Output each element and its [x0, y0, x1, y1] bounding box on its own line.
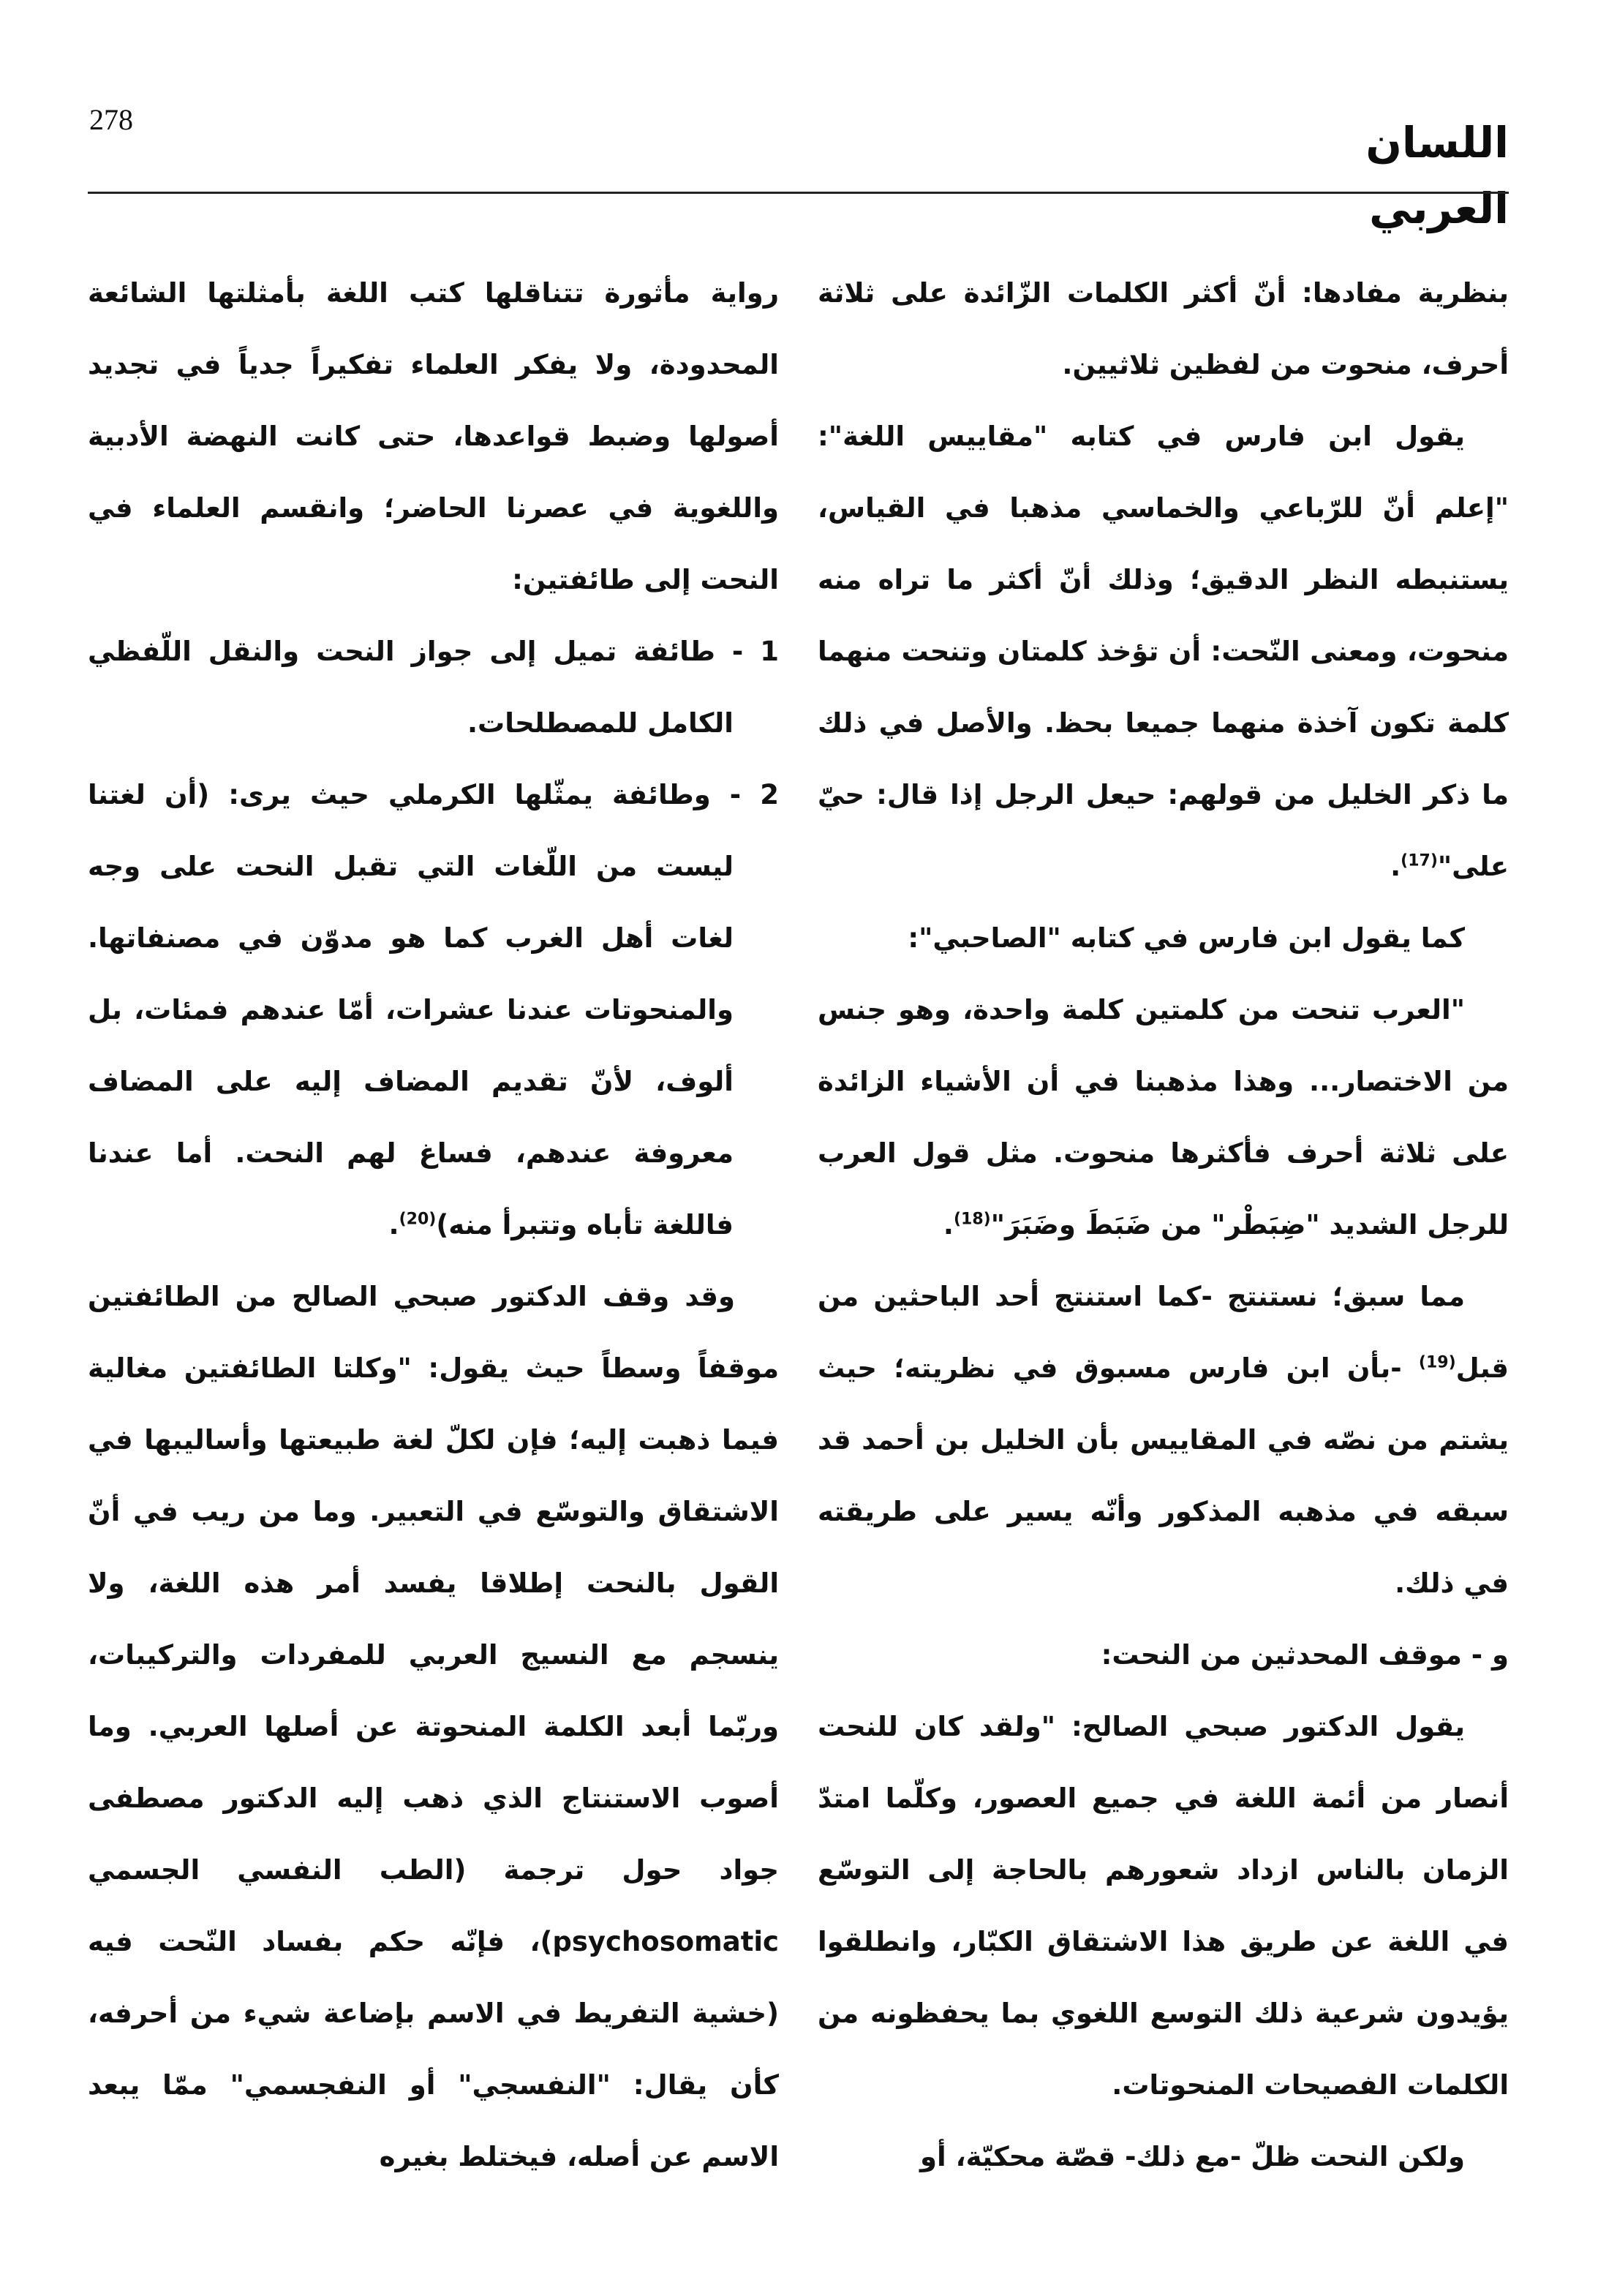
- paragraph-text: -بأن ابن فارس مسبوق في نظريته؛ حيث يشتم من نصّه في المقاييس بأن الخليل بن أحمد قد سبقه في مذهبه المذكور وأنّه يسير على طريقته في ذلك.: [818, 1352, 1509, 1599]
- left-column: [88, 257, 779, 2193]
- paragraph-text: مما سبق؛ نستنتج -كما استنتج أحد الباحثين من قبل: [818, 1281, 1509, 1384]
- paragraph: بنظرية مفادها: أنّ أكثر الكلمات الزّائدة على ثلاثة أحرف، منحوت من لفظين ثلاثيين.: [818, 277, 1509, 380]
- paragraph: رواية مأثورة تتناقلها كتب اللغة بأمثلتها الشائعة المحدودة، ولا يفكر العلماء تفكيراً جدياً في تجديد أصولها وضبط قواعدها، حتى كانت النهضة الأدبية واللغوية في عصرنا الحاضر؛ وانقسم العلماء في النحت إلى طائفتين:: [88, 277, 779, 595]
- paragraph: يقول ابن فارس في كتابه "مقاييس اللغة": "إعلم أنّ للرّباعي والخماسي مذهبا في القياس، يستنبطه النظر الدقيق؛ وذلك أنّ أكثر ما تراه منه منحوت، ومعنى النّحت: أن تؤخذ كلمتان وتنحت منهما كلمة تكون آخذة منهما جميعا بحظ. والأصل في ذلك ما ذكر الخليل من قولهم: حيعل الرجل إذا قال: حيّ على"$^{(17)}$.: [818, 421, 1509, 882]
- paragraph: [818, 1261, 1509, 1619]
- quotation: "العرب تنحت من كلمتين كلمة واحدة، وهو جنس من الاختصار... وهذا مذهبنا في أن الأشياء الزائدة على ثلاثة أحرف فأكثرها منحوت. مثل قول العرب للرجل الشديد "ضِبَطْر" من ضَبَطَ وضَبَرَ"$^{(18)}$.: [818, 994, 1509, 1241]
- footnote-ref: (17): [1401, 851, 1438, 870]
- list-item: 1 - طائفة تميل إلى جواز النحت والنقل اللّفظي الكامل للمصطلحات.: [88, 636, 779, 739]
- list-item-text: 2 - وطائفة يمثّلها الكرملي حيث يرى: (أن لغتنا ليست من اللّغات التي تقبل النحت على وجه لغات أهل الغرب كما هو مدوّن في مصنفاتها. والمنحوتات عندنا عشرات، أمّا عندهم فمئات، بل ألوف، لأنّ تقديم المضاف إليه على المضاف معروفة عندهم، فساغ لهم النحت. أما عندنا فاللغة تأباه وتتبرأ منه): [88, 779, 779, 1241]
- quotation-text: "العرب تنحت من كلمتين كلمة واحدة، وهو جنس من الاختصار... وهذا مذهبنا في أن الأشياء الزائدة على ثلاثة أحرف فأكثرها منحوت. مثل قول العرب للرجل الشديد "ضِبَطْر" من ضَبَطَ وضَبَرَ": [818, 994, 1509, 1241]
- paragraph: ولكن النحت ظلّ -مع ذلك- قصّة محكيّة، أو: [920, 2141, 1465, 2172]
- paragraph: كما يقول ابن فارس في كتابه "الصاحبي":: [908, 922, 1465, 954]
- paragraph: وقد وقف الدكتور صبحي الصالح من الطائفتين موقفاً وسطاً حيث يقول: "وكلتا الطائفتين مغالية فيما ذهبت إليه؛ فإن لكلّ لغة طبيعتها وأساليبها في الاشتقاق والتوسّع في التعبير. وما من ريب في أنّ القول بالنحت إطلاقا يفسد أمر هذه اللغة، ولا ينسجم مع النسيج العربي للمفردات والتركيبات، وربّما أبعد الكلمة المنحوتة عن أصلها العربي. وما أصوب الاستنتاج الذي ذهب إليه الدكتور مصطفى جواد حول ترجمة (الطب النفسي الجسمي psychosomatic)، فإنّه حكم بفساد النّحت فيه (خشية التفريط في الاسم بإضاعة شيء من أحرفه، كأن يقال: "النفسجي" أو النفجسمي" ممّا يبعد الاسم عن أصله، فيختلط بغيره: [88, 1281, 779, 2172]
- footnote-ref: (18): [953, 1210, 991, 1229]
- footnote-ref: (20): [399, 1210, 437, 1229]
- footnote-ref: (19): [1418, 1353, 1456, 1372]
- paragraph-text: يقول ابن فارس في كتابه "مقاييس اللغة": "إعلم أنّ للرّباعي والخماسي مذهبا في القياس، يستنبطه النظر الدقيق؛ وذلك أنّ أكثر ما تراه منه منحوت، ومعنى النّحت: أن تؤخذ كلمتان وتنحت منهما كلمة تكون آخذة منهما جميعا بحظ. والأصل في ذلك ما ذكر الخليل من قولهم: حيعل الرجل إذا قال: حيّ على": [818, 421, 1509, 882]
- journal-logo: اللسان العربي: [1365, 118, 1509, 233]
- list-item: 2 - وطائفة يمثّلها الكرملي حيث يرى: (أن لغتنا ليست من اللّغات التي تقبل النحت على وجه لغات أهل الغرب كما هو مدوّن في مصنفاتها. والمنحوتات عندنا عشرات، أمّا عندهم فمئات، بل ألوف، لأنّ تقديم المضاف إليه على المضاف معروفة عندهم، فساغ لهم النحت. أما عندنا فاللغة تأباه وتتبرأ منه)$^{(20)}$.: [88, 779, 779, 1241]
- right-column: [818, 257, 1509, 2193]
- page-number: 278: [89, 103, 133, 136]
- header-rule: [88, 192, 1509, 194]
- paragraph: يقول الدكتور صبحي الصالح: "ولقد كان للنحت أنصار من أئمة اللغة في جميع العصور، وكلّما امتدّ الزمان بالناس ازداد شعورهم بالحاجة إلى التوسّع في اللغة عن طريق هذا الاشتقاق الكبّار، وانطلقوا يؤيدون شرعية ذلك التوسع اللغوي بما يحفظونه من الكلمات الفصيحات المنحوتات.: [818, 1711, 1509, 2101]
- section-heading: و - موقف المحدثين من النحت:: [1101, 1639, 1509, 1671]
